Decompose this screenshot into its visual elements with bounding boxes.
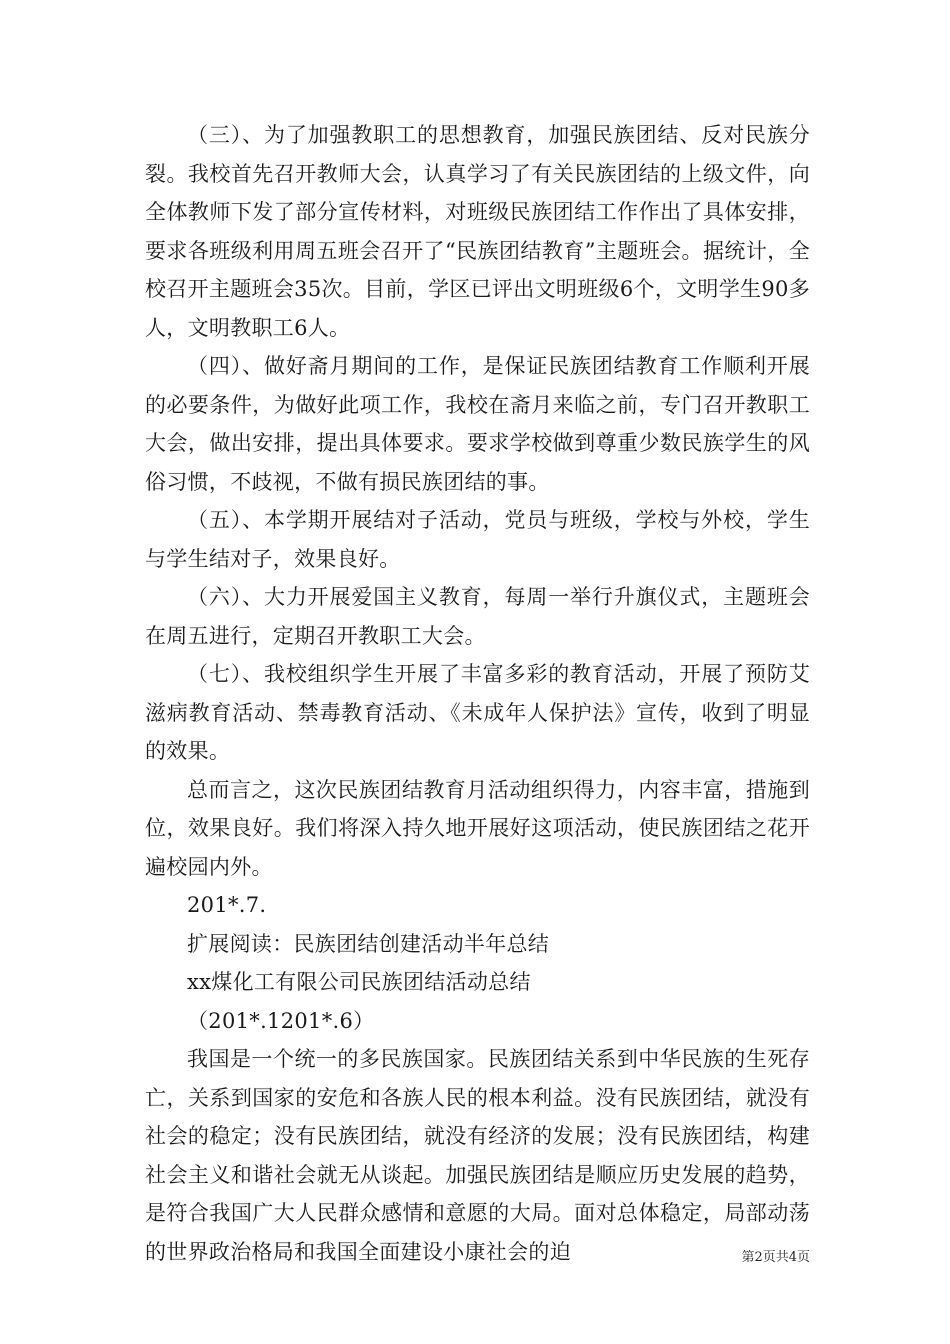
paragraph-section-7: （七）、我校组织学生开展了丰富多彩的教育活动，开展了预防艾滋病教育活动、禁毒教育活动、《未成年人保护法》宣传，收到了明显的效果。	[145, 662, 810, 763]
company-report-title: xx煤化工有限公司民族团结活动总结	[187, 970, 531, 994]
page-number-footer: 第2页共4页	[741, 1250, 810, 1265]
extended-reading-title: 扩展阅读：民族团结创建活动半年总结	[187, 931, 550, 956]
paragraph-section-3: （三）、为了加强教职工的思想教育，加强民族团结、反对民族分裂。我校首先召开教师大会，认真学习了有关民族团结的上级文件，向全体教师下发了部分宣传材料，对班级民族团结工作作出了具体安排，要求各班级利用周五班会召开了“民族团结教育”主题班会。据统计，全校召开主题班会35次。目前，学区已评出文明班级6个，文明学生90多人，文明教职工6人。	[145, 123, 810, 340]
paragraph-conclusion: 总而言之，这次民族团结教育月活动组织得力，内容丰富，措施到位，效果良好。我们将深入持久地开展好这项活动，使民族团结之花开遍校园内外。	[145, 777, 810, 879]
paragraph-section-4: （四）、做好斋月期间的工作，是保证民族团结教育工作顺利开展的必要条件，为做好此项工作，我校在斋月来临之前，专门召开教职工大会，做出安排，提出具体要求。要求学校做到尊重少数民族学生的风俗习惯，不歧视，不做有损民族团结的事。	[145, 354, 810, 494]
paragraph-section-5: （五）、本学期开展结对子活动，党员与班级，学校与外校，学生与学生结对子，效果良好。	[145, 508, 810, 571]
paragraph-intro: 我国是一个统一的多民族国家。民族团结关系到中华民族的生死存亡，关系到国家的安危和各族人民的根本利益。没有民族团结，就没有社会的稳定；没有民族团结，就没有经济的发展；没有民族团结，构建社会主义和谐社会就无从谈起。加强民族团结是顺应历史发展的趋势，是符合我国广大人民群众感情和意愿的大局。面对总体稳定，局部动荡的世界政治格局和我国全面建设小康社会的迫	[145, 1047, 810, 1264]
date-line: 201*.7.	[187, 893, 267, 917]
report-period: （201*.1201*.6）	[187, 1008, 375, 1033]
document-body	[145, 116, 810, 1271]
paragraph-section-6: （六）、大力开展爱国主义教育，每周一举行升旗仪式，主题班会在周五进行，定期召开教职工大会。	[145, 585, 810, 648]
